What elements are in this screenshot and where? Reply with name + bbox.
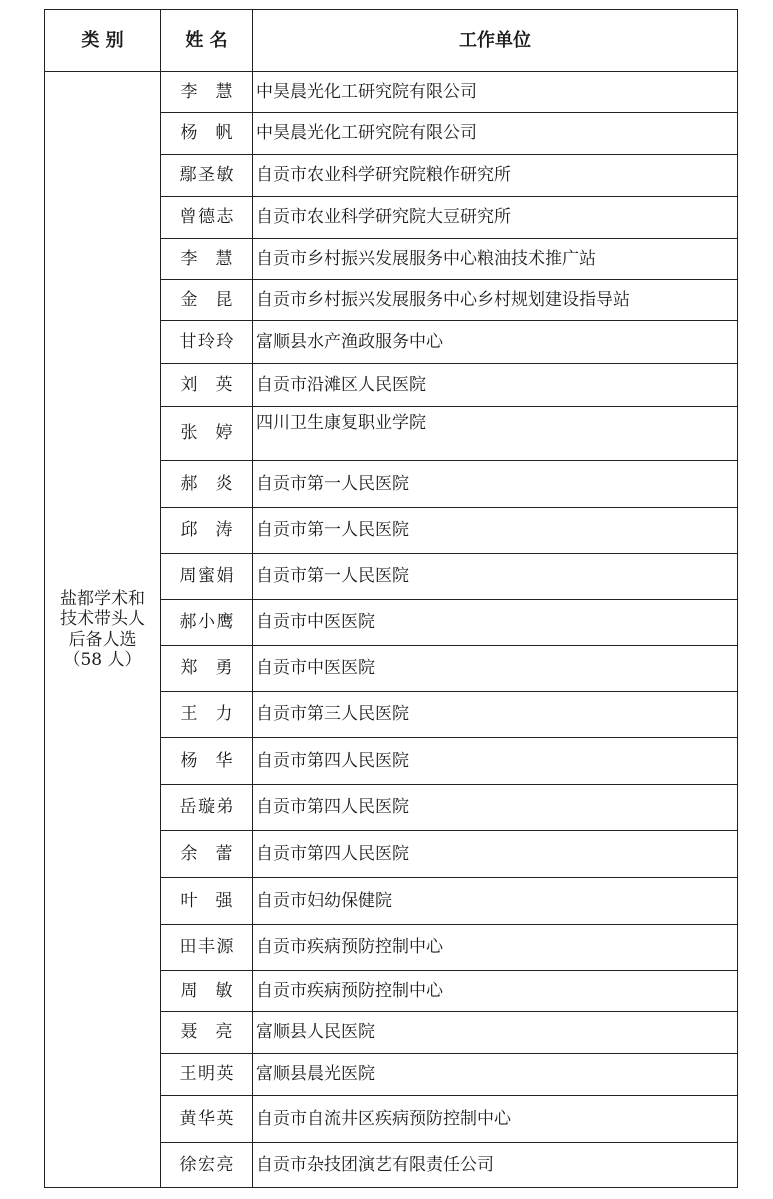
person-name: 田 丰 源 xyxy=(179,937,234,958)
person-name: 周 蜜 娟 xyxy=(179,566,234,587)
work-unit-cell: 自贡市农业科学研究院大豆研究所 xyxy=(253,197,738,239)
name-cell xyxy=(161,321,253,364)
work-unit-cell: 自贡市中医医院 xyxy=(253,646,738,692)
name-cell xyxy=(161,461,253,508)
person-name: 曾 德 志 xyxy=(179,207,234,228)
person-name: 黄 华 英 xyxy=(179,1108,234,1129)
category-line: （58 人） xyxy=(63,649,142,670)
header-name xyxy=(161,10,253,72)
candidate-table xyxy=(44,9,738,1188)
name-cell xyxy=(161,1054,253,1096)
person-name: 甘 玲 玲 xyxy=(179,331,234,352)
person-name: 郑 勇 xyxy=(180,658,233,679)
person-name: 岳 璇 弟 xyxy=(179,797,234,818)
header-row xyxy=(45,10,738,72)
header-category xyxy=(45,10,161,72)
person-name: 王 力 xyxy=(180,704,233,725)
header-name-char-1: 姓 xyxy=(185,29,204,51)
work-unit-cell: 自贡市中医医院 xyxy=(253,600,738,646)
name-cell xyxy=(161,280,253,321)
name-cell xyxy=(161,554,253,600)
category-line: 盐都学术和 xyxy=(60,588,145,609)
person-name: 李 慧 xyxy=(180,81,233,102)
work-unit-cell: 富顺县水产渔政服务中心 xyxy=(253,321,738,364)
person-name: 鄢 圣 敏 xyxy=(179,165,234,186)
name-cell xyxy=(161,508,253,554)
name-cell xyxy=(161,646,253,692)
work-unit-cell: 中昊晨光化工研究院有限公司 xyxy=(253,113,738,155)
name-cell xyxy=(161,738,253,785)
work-unit-cell: 富顺县晨光医院 xyxy=(253,1054,738,1096)
name-cell xyxy=(161,72,253,113)
work-unit-cell: 自贡市第四人民医院 xyxy=(253,831,738,878)
name-cell xyxy=(161,925,253,971)
work-unit-cell: 自贡市第四人民医院 xyxy=(253,785,738,831)
category-line: 后备人选 xyxy=(68,629,137,650)
name-cell xyxy=(161,785,253,831)
name-cell xyxy=(161,692,253,738)
person-name: 杨 帆 xyxy=(180,123,233,144)
work-unit-cell: 自贡市乡村振兴发展服务中心乡村规划建设指导站 xyxy=(253,280,738,321)
person-name: 郝 小 鹰 xyxy=(179,612,234,633)
work-unit-cell: 自贡市农业科学研究院粮作研究所 xyxy=(253,155,738,197)
name-cell xyxy=(161,364,253,407)
work-unit-cell: 自贡市疾病预防控制中心 xyxy=(253,971,738,1012)
person-name: 周 敏 xyxy=(180,980,233,1001)
work-unit-cell: 四川卫生康复职业学院 xyxy=(253,407,738,461)
header-unit: 工作单位 xyxy=(253,10,738,72)
person-name: 李 慧 xyxy=(180,248,233,269)
person-name: 刘 英 xyxy=(180,374,233,395)
name-cell xyxy=(161,1143,253,1188)
name-cell xyxy=(161,971,253,1012)
name-cell xyxy=(161,831,253,878)
name-cell xyxy=(161,239,253,280)
person-name: 金 昆 xyxy=(180,289,233,310)
person-name: 郝 炎 xyxy=(180,473,233,494)
header-category-char-1: 类 xyxy=(81,29,100,51)
name-cell xyxy=(161,1096,253,1143)
table-row xyxy=(45,72,738,113)
person-name: 余 蕾 xyxy=(180,843,233,864)
person-name: 邱 涛 xyxy=(180,520,233,541)
name-cell xyxy=(161,113,253,155)
person-name: 叶 强 xyxy=(180,890,233,911)
person-name: 张 婷 xyxy=(180,423,233,444)
name-cell xyxy=(161,878,253,925)
work-unit-cell: 自贡市第三人民医院 xyxy=(253,692,738,738)
work-unit-cell: 自贡市沿滩区人民医院 xyxy=(253,364,738,407)
work-unit-cell: 自贡市疾病预防控制中心 xyxy=(253,925,738,971)
work-unit-cell: 自贡市杂技团演艺有限责任公司 xyxy=(253,1143,738,1188)
person-name: 杨 华 xyxy=(180,750,233,771)
category-line: 技术带头人 xyxy=(60,609,145,630)
work-unit-cell: 自贡市妇幼保健院 xyxy=(253,878,738,925)
name-cell xyxy=(161,155,253,197)
name-cell xyxy=(161,197,253,239)
category-cell xyxy=(45,72,161,1188)
work-unit-cell: 自贡市第一人民医院 xyxy=(253,554,738,600)
work-unit-cell: 富顺县人民医院 xyxy=(253,1012,738,1054)
header-name-char-2: 名 xyxy=(209,29,228,51)
work-unit-cell: 自贡市第四人民医院 xyxy=(253,738,738,785)
header-category-char-2: 别 xyxy=(105,29,124,51)
name-cell xyxy=(161,600,253,646)
work-unit-cell: 中昊晨光化工研究院有限公司 xyxy=(253,72,738,113)
name-cell xyxy=(161,407,253,461)
work-unit-cell: 自贡市第一人民医院 xyxy=(253,508,738,554)
work-unit-cell: 自贡市乡村振兴发展服务中心粮油技术推广站 xyxy=(253,239,738,280)
person-name: 聂 亮 xyxy=(180,1022,233,1043)
work-unit-cell: 自贡市第一人民医院 xyxy=(253,461,738,508)
person-name: 王 明 英 xyxy=(179,1064,234,1085)
person-name: 徐 宏 亮 xyxy=(179,1154,234,1175)
name-cell xyxy=(161,1012,253,1054)
work-unit-cell: 自贡市自流井区疾病预防控制中心 xyxy=(253,1096,738,1143)
